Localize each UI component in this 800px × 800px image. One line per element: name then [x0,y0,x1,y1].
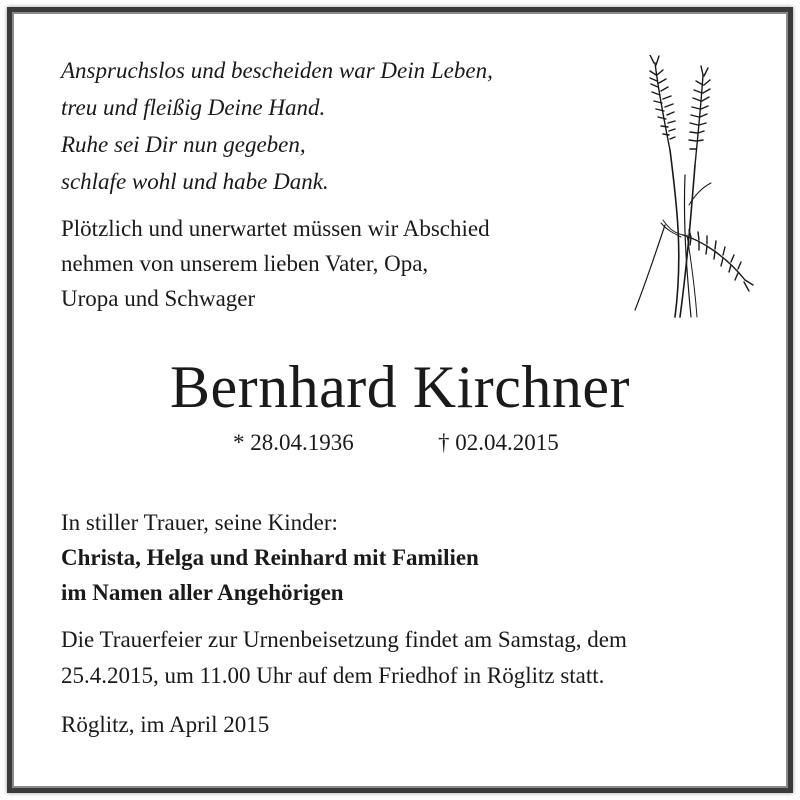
wheat-ears-icon [625,55,755,325]
death-date: † 02.04.2015 [438,430,559,455]
poem-line: treu und fleißig Deine Hand. [61,95,326,120]
intro-line: Plötzlich und unerwartet müssen wir Abschied [61,216,490,241]
poem-line: Anspruchslos und bescheiden war Dein Leben, [61,58,493,83]
service-line: 25.4.2015, um 11.00 Uhr auf dem Friedhof in Röglitz statt. [61,663,605,688]
mourners-block [61,505,479,610]
mourners-names: Christa, Helga und Reinhard mit Familien [61,545,479,570]
intro-text [61,211,490,316]
poem-line: Ruhe sei Dir nun gegeben, [61,132,306,157]
intro-line: Uropa und Schwager [61,286,256,311]
mourners-others: im Namen aller Angehörigen [61,580,344,605]
service-line: Die Trauerfeier zur Urnenbeisetzung findet am Samstag, dem [61,627,627,652]
service-notice [61,622,627,694]
intro-line: nehmen von unserem lieben Vater, Opa, [61,251,429,276]
deceased-name: Bernhard Kirchner [170,354,630,420]
memorial-poem [61,52,493,200]
birth-date: * 28.04.1936 [233,430,354,455]
poem-line: schlafe wohl und habe Dank. [61,169,329,194]
mourners-intro: In stiller Trauer, seine Kinder: [61,510,338,535]
place-and-date: Röglitz, im April 2015 [61,712,270,737]
